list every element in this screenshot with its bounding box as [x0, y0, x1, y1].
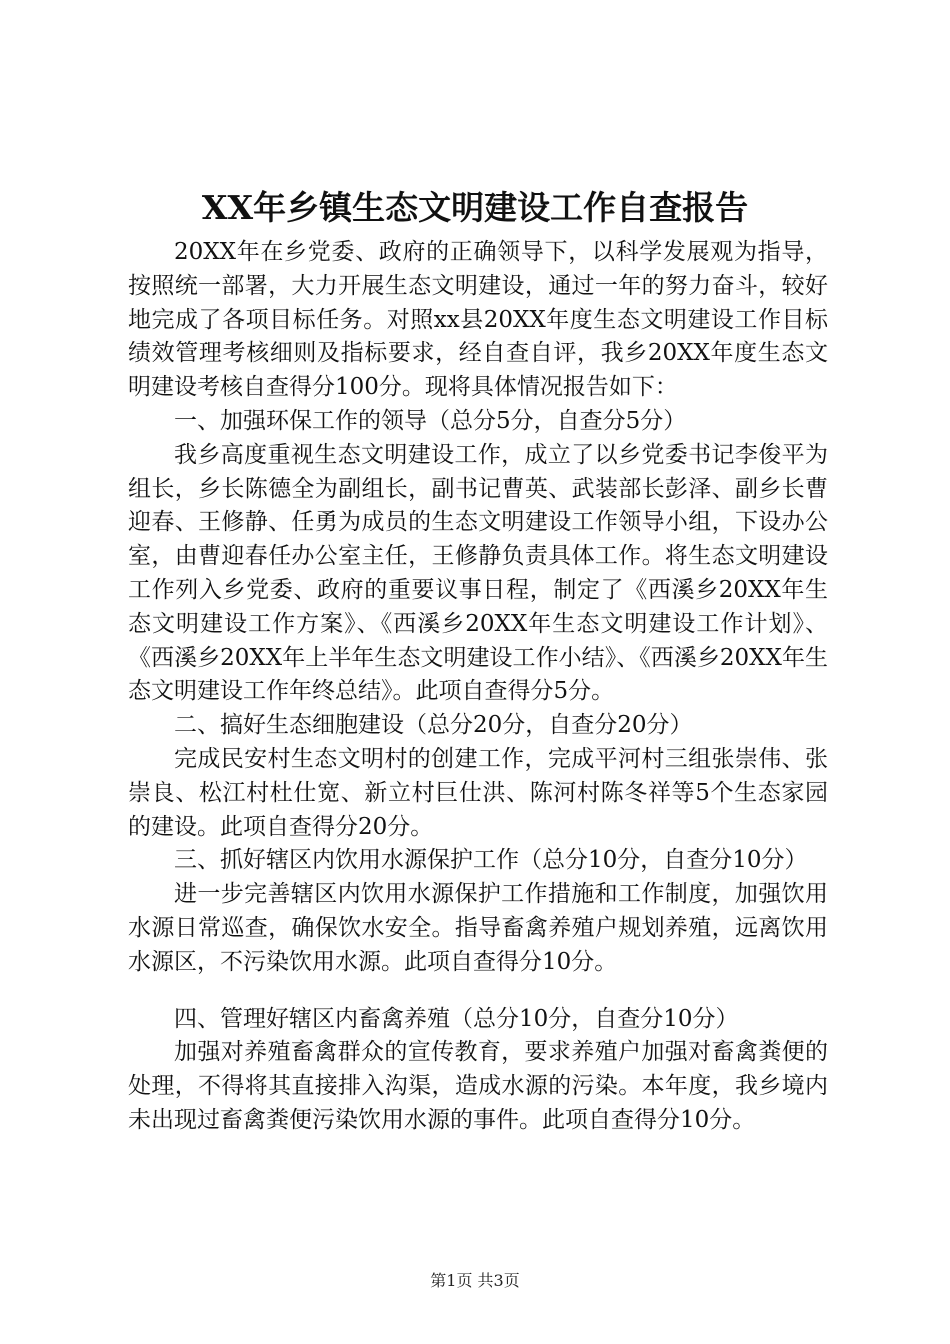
- section-heading-1: 一、加强环保工作的领导（总分5分，自查分5分）: [174, 407, 687, 434]
- section-paragraph-3: 进一步完善辖区内饮用水源保护工作措施和工作制度，加强饮用水源日常巡查，确保饮水安全。指导畜禽养殖户规划养殖，远离饮用水源区，不污染饮用水源。此项自查得分10分。: [128, 881, 828, 975]
- paragraph-spacer: [128, 980, 828, 1003]
- document-title: XX年乡镇生态文明建设工作自查报告: [201, 188, 749, 227]
- section-heading-2: 二、搞好生态细胞建设（总分20分，自查分20分）: [174, 712, 693, 739]
- intro-paragraph: 20XX年在乡党委、政府的正确领导下，以科学发展观为指导，按照统一部署，大力开展生态文明建设，通过一年的努力奋斗，较好地完成了各项目标任务。对照xx县20XX年度生态文明建设工作目标绩效管理考核细则及指标要求，经自查自评，我乡20XX年度生态文明建设考核自查得分100分。现将具体情况报告如下：: [128, 239, 828, 401]
- page-number-footer: 第1页 共3页: [430, 1271, 520, 1290]
- section-heading-4: 四、管理好辖区内畜禽养殖（总分10分，自查分10分）: [174, 1005, 739, 1032]
- section-paragraph-2: 完成民安村生态文明村的创建工作，完成平河村三组张崇伟、张崇良、松江村杜仕宽、新立村巨仕洪、陈河村陈冬祥等5个生态家园的建设。此项自查得分20分。: [128, 745, 828, 840]
- section-heading-3: 三、抓好辖区内饮用水源保护工作（总分10分，自查分10分）: [174, 847, 808, 874]
- document-body: [128, 236, 828, 1138]
- section-paragraph-4: 加强对养殖畜禽群众的宣传教育，要求养殖户加强对畜禽粪便的处理，不得将其直接排入沟渠，造成水源的污染。本年度，我乡境内未出现过畜禽粪便污染饮用水源的事件。此项自查得分10分。: [128, 1039, 828, 1133]
- section-paragraph-1: 我乡高度重视生态文明建设工作，成立了以乡党委书记李俊平为组长，乡长陈德全为副组长，副书记曹英、武装部长彭泽、副乡长曹迎春、王修静、任勇为成员的生态文明建设工作领导小组，下设办公室，由曹迎春任办公室主任，王修静负责具体工作。将生态文明建设工作列入乡党委、政府的重要议事日程，制定了《西溪乡20XX年生态文明建设工作方案》、《西溪乡20XX年生态文明建设工作计划》、《西溪乡20XX年上半年生态文明建设工作小结》、《西溪乡20XX年生态文明建设工作年终总结》。此项自查得分5分。: [128, 441, 828, 705]
